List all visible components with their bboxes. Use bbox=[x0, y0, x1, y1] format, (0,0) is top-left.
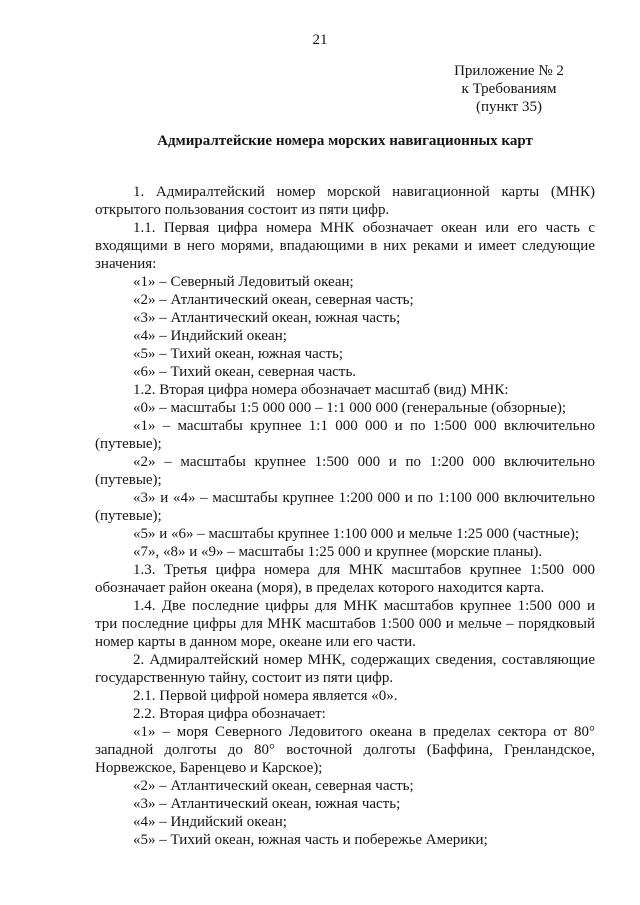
document-title: Адмиралтейские номера морских навигационных карт bbox=[157, 133, 533, 149]
page-number: 21 bbox=[312, 32, 328, 48]
paragraph: 1.2. Вторая цифра номера обозначает масштаб (вид) МНК: bbox=[133, 382, 509, 398]
list-item: «2» – Атлантический океан, северная часть; bbox=[133, 292, 414, 308]
list-item: «5» и «6» – масштабы крупнее 1:100 000 и мельче 1:25 000 (частные); bbox=[133, 526, 580, 542]
annex-header bbox=[424, 62, 594, 116]
list-item: «1» – масштабы крупнее 1:1 000 000 и по 1:500 000 включительно (путевые); bbox=[95, 418, 595, 452]
paragraph: 1.3. Третья цифра номера для МНК масштабов крупнее 1:500 000 обозначает район океана (моря), в пределах которого находится карта. bbox=[95, 562, 595, 596]
paragraph: 2.2. Вторая цифра обозначает: bbox=[133, 706, 326, 722]
annex-line-3: (пункт 35) bbox=[476, 99, 542, 115]
list-item: «3» и «4» – масштабы крупнее 1:200 000 и по 1:100 000 включительно (путевые); bbox=[95, 490, 595, 524]
annex-line-1: Приложение № 2 bbox=[454, 63, 564, 79]
list-item: «0» – масштабы 1:5 000 000 – 1:1 000 000 (генеральные (обзорные); bbox=[133, 400, 567, 416]
paragraph: 1.1. Первая цифра номера МНК обозначает океан или его часть с входящими в него морями, впадающими в них реками и имеет следующие значения: bbox=[95, 220, 595, 272]
document-body bbox=[95, 183, 595, 849]
list-item: «1» – моря Северного Ледовитого океана в пределах сектора от 80° западной долготы до 80° восточной долготы (Баффина, Гренландское, Норвежское, Баренцево и Карское); bbox=[95, 724, 595, 776]
paragraph: 1.4. Две последние цифры для МНК масштабов крупнее 1:500 000 и три последние цифры для МНК масштабов 1:500 000 и мельче – порядковый номер карты в данном море, океане или его части. bbox=[95, 598, 595, 650]
list-item: «2» – Атлантический океан, северная часть; bbox=[133, 778, 414, 794]
list-item: «6» – Тихий океан, северная часть. bbox=[133, 364, 357, 380]
paragraph: 2.1. Первой цифрой номера является «0». bbox=[133, 688, 398, 704]
paragraph: 2. Адмиралтейский номер МНК, содержащих сведения, составляющие государственную тайну, состоит из пяти цифр. bbox=[95, 652, 595, 686]
list-item: «3» – Атлантический океан, южная часть; bbox=[133, 310, 401, 326]
list-item: «5» – Тихий океан, южная часть; bbox=[133, 346, 344, 362]
list-item: «3» – Атлантический океан, южная часть; bbox=[133, 796, 401, 812]
annex-line-2: к Требованиям bbox=[461, 81, 557, 97]
list-item: «2» – масштабы крупнее 1:500 000 и по 1:200 000 включительно (путевые); bbox=[95, 454, 595, 488]
list-item: «4» – Индийский океан; bbox=[133, 328, 287, 344]
list-item: «1» – Северный Ледовитый океан; bbox=[133, 274, 354, 290]
list-item: «4» – Индийский океан; bbox=[133, 814, 287, 830]
list-item: «5» – Тихий океан, южная часть и побережье Америки; bbox=[133, 832, 488, 848]
paragraph: 1. Адмиралтейский номер морской навигационной карты (МНК) открытого пользования состоит из пяти цифр. bbox=[95, 184, 595, 218]
list-item: «7», «8» и «9» – масштабы 1:25 000 и крупнее (морские планы). bbox=[133, 544, 543, 560]
